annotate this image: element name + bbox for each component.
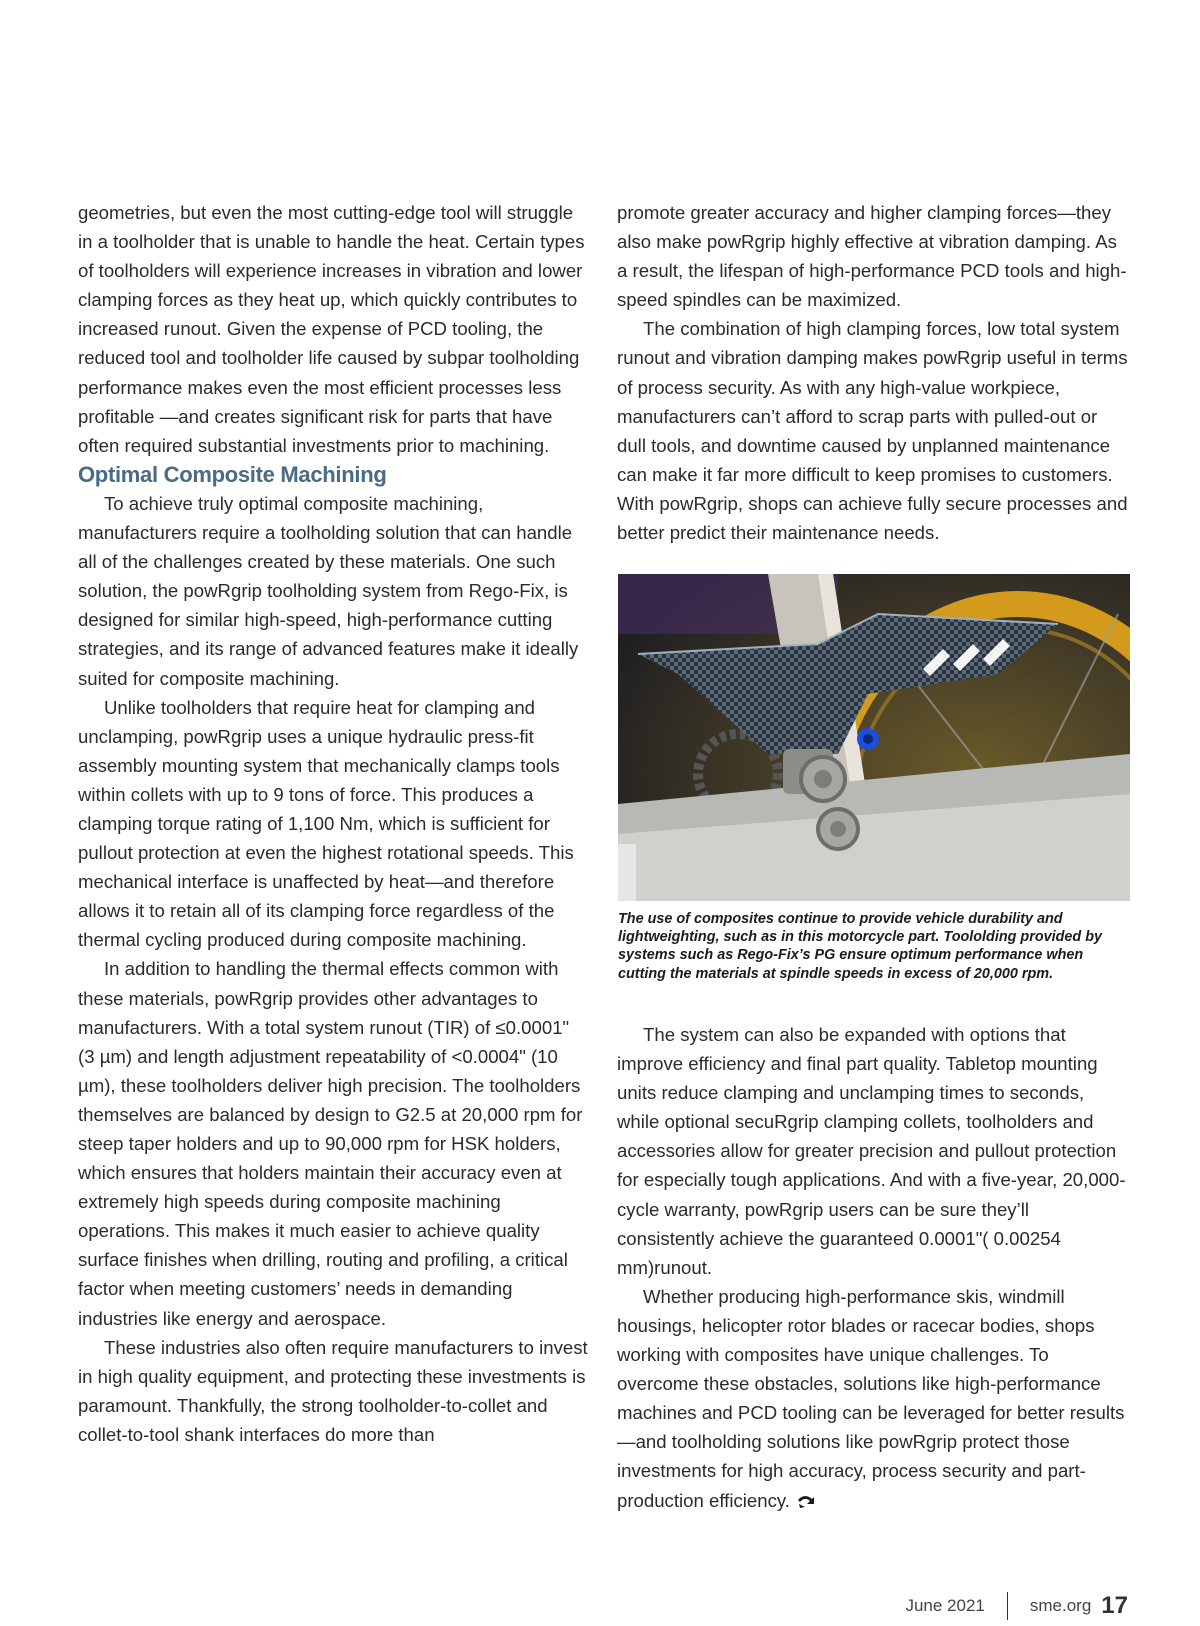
body-paragraph: Unlike toolholders that require heat for clamping and unclamping, powRgrip uses a unique hydraulic press-fit assembly mounting system that mechanically clamps tools within collets with up to 9 tons of force. This produces a clamping torque rating of 1,100 Nm, which is sufficient for pullout protection at even the highest rotational speeds. This mechanical interface is unaffected by heat—and therefore allows it to retain all of its clamping force regardless of the thermal cycling produced during composite machining. [78, 696, 574, 951]
body-paragraph: The system can also be expanded with options that improve efficiency and final part quality. Tabletop mounting units reduce clamping and unclamping times to seconds, while optional secuRgrip clamping collets, toolholders and accessories allow for greater precision and pullout protection for especially tough applications. And with a five-year, 20,000-cycle warranty, powRgrip users can be sure they’ll consistently achieve the guaranteed 0.0001"( 0.00254 mm)runout. [617, 1024, 1126, 1278]
right-column-top [617, 198, 1129, 547]
footer-divider [1007, 1592, 1008, 1620]
section-heading: Optimal Composite Machining [78, 461, 387, 487]
left-column [78, 198, 590, 1449]
closing-paragraph-text: Whether producing high-performance skis, windmill housings, helicopter rotor blades or racecar bodies, shops working with composites have unique challenges. To overcome these obstacles, solutions like high-performance machines and PCD tooling can be leveraged for better results—and toolholding solutions like powRgrip protect those investments for high accuracy, process security and part-production efficiency. [617, 1285, 1125, 1511]
intro-paragraph: geometries, but even the most cutting-edge tool will struggle in a toolholder that is unable to handle the heat. Certain types of toolholders will experience increases in vibration and lower clamping forces as they heat up, which quickly contributes to increased runout. Given the expense of PCD tooling, the reduced tool and toolholder life caused by subpar toolholding performance makes even the most efficient processes less profitable —and creates significant risk for parts that have often required substantial investments prior to machining. [78, 202, 585, 456]
closing-paragraph [617, 1282, 1129, 1515]
body-paragraph: To achieve truly optimal composite machining, manufacturers require a toolholding solution that can handle all of the challenges created by these materials. One such solution, the powRgrip toolholding system from Rego-Fix, is designed for similar high-speed, high-performance cutting strategies, and its range of advanced features make it ideally suited for composite machining. [78, 492, 579, 689]
motorcycle-composite-part-photo [618, 574, 1130, 901]
body-paragraph: In addition to handling the thermal effects common with these materials, powRgrip provides other advantages to manufacturers. With a total system runout (TIR) of ≤0.0001" (3 µm) and length adjustment repeatability of <0.0004" (10 µm), these toolholders deliver high precision. The toolholders themselves are balanced by design to G2.5 at 20,000 rpm for steep taper holders and up to 90,000 rpm for HSK holders, which ensures that holders maintain their accuracy even at extremely high speeds during composite machining operations. This makes it much easier to achieve quality surface finishes when drilling, routing and profiling, a critical factor when meeting customers’ needs in demanding industries like energy and aerospace. [78, 958, 583, 1329]
issue-date: June 2021 [905, 1596, 985, 1615]
right-column-bottom [617, 1020, 1129, 1515]
page-number: 17 [1101, 1592, 1128, 1619]
site-name: sme.org [1029, 1596, 1092, 1615]
photo-caption: The use of composites continue to provide vehicle durability and lightweighting, such as in this motorcycle part. Toololding provided by systems such as Rego-Fix’s PG ensure optimum performance when cutting the materials at spindle speeds in excess of 20,000 rpm. [618, 911, 1102, 982]
continuation-paragraph: promote greater accuracy and higher clamping forces—they also make powRgrip highly effective at vibration damping. As a result, the lifespan of high-performance PCD tools and high-speed spindles can be maximized. [617, 202, 1127, 311]
photo-illustration [618, 574, 1130, 901]
sme-end-mark-icon [796, 1495, 816, 1509]
body-paragraph: The combination of high clamping forces, low total system runout and vibration damping makes powRgrip useful in terms of process security. As with any high-value workpiece, manufacturers can’t afford to scrap parts with pulled-out or dull tools, and downtime caused by unplanned maintenance can make it far more difficult to keep promises to customers. With powRgrip, shops can achieve fully secure processes and better predict their maintenance needs. [617, 318, 1128, 544]
page-footer [905, 1590, 1128, 1622]
body-paragraph: These industries also often require manufacturers to invest in high quality equipment, and protecting these investments is paramount. Thankfully, the strong toolholder-to-collet and collet-to-tool shank interfaces do more than [78, 1336, 588, 1445]
